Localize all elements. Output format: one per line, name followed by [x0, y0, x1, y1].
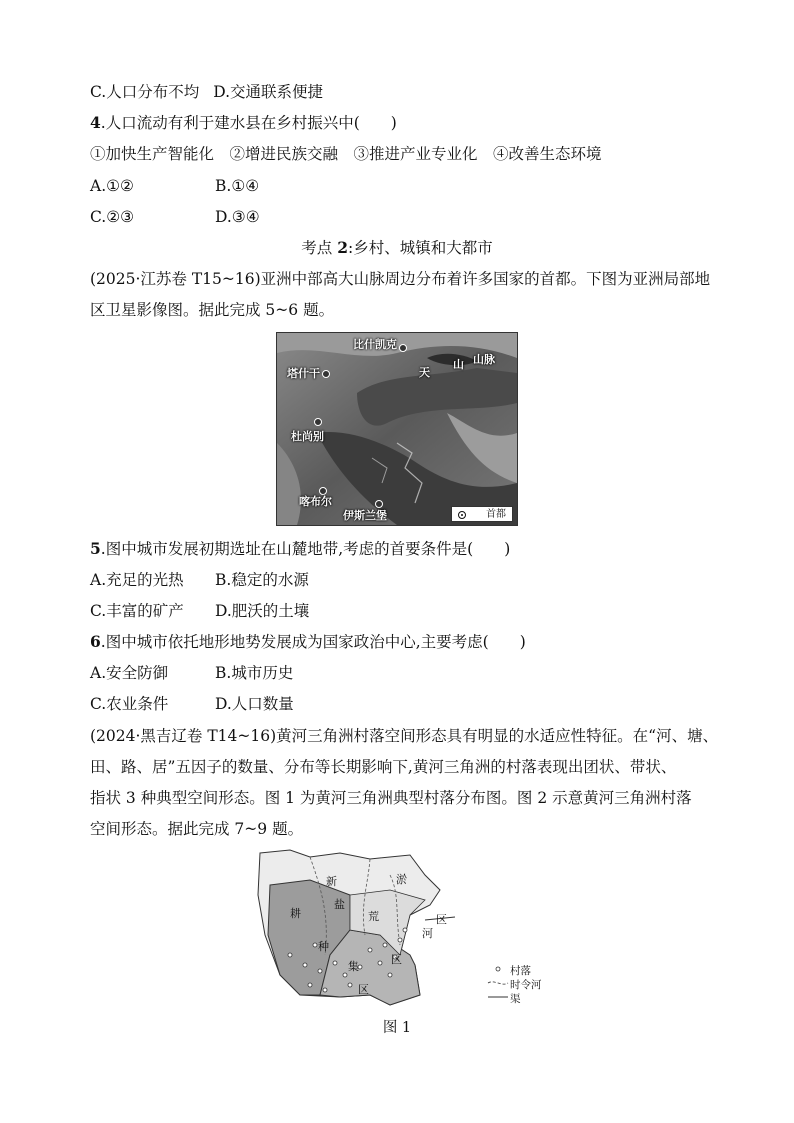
intro2-line2: 田、路、居”五因子的数量、分布等长期影响下,黄河三角洲的村落表现出团状、带状、 — [90, 758, 677, 776]
capital-dot-bishkek — [399, 344, 407, 352]
label-tashkent: 塔什干 — [287, 367, 320, 380]
map-label-yan: 盐 — [334, 898, 345, 911]
q6-stem — [90, 631, 526, 653]
section-title-number: 2 — [337, 238, 348, 257]
map-label-zhong: 种 — [318, 940, 329, 953]
map-label-qu-mid: 区 — [391, 953, 402, 966]
q6-option-a: A.安全防御 — [90, 664, 169, 682]
q3-option-c: C.人口分布不均 — [90, 83, 200, 101]
satellite-legend — [451, 506, 513, 522]
map-label-yu: 淤 — [396, 873, 407, 886]
q5-option-b: B.稳定的水源 — [215, 571, 309, 589]
legend-canal: 渠 — [510, 993, 521, 1005]
q4-option-d: D.③④ — [215, 208, 260, 226]
map-label-ji: 集 — [348, 960, 359, 973]
map-label-geng: 耕 — [290, 907, 301, 920]
map-label-xin: 新 — [326, 875, 337, 888]
map-label-huang: 荒 — [368, 910, 379, 923]
legend-capital-label: 首都 — [486, 509, 506, 520]
capital-dot-dushanbe — [314, 418, 322, 426]
q6-stem-text: .图中城市依托地形地势发展成为国家政治中心,主要考虑( ) — [100, 633, 526, 651]
q6-number: 6 — [90, 632, 101, 651]
q3-option-d: D.交通联系便捷 — [213, 83, 324, 101]
q4-options-cd — [90, 206, 260, 228]
q5-options-ab — [90, 569, 309, 591]
label-tianshan-b: 山 — [453, 358, 464, 371]
map-label-qu-top: 区 — [436, 913, 447, 926]
q4-number: 4 — [90, 113, 101, 132]
label-tianshan-a: 天 — [419, 366, 430, 379]
q5-stem — [90, 538, 510, 560]
label-mountains: 山脉 — [473, 353, 495, 366]
q3-options-cd — [90, 81, 323, 103]
capital-legend-icon — [458, 511, 466, 519]
river-legend-icon — [488, 982, 508, 984]
q4-items: ①加快生产智能化 ②增进民族交融 ③推进产业专业化 ④改善生态环境 — [90, 145, 602, 163]
q5-option-d: D.肥沃的土壤 — [215, 602, 310, 620]
label-islamabad: 伊斯兰堡 — [343, 509, 387, 522]
label-dushanbe: 杜尚别 — [291, 430, 324, 443]
intro2-line1: (2024·黑吉辽卷 T14~16)黄河三角洲村落空间形态具有明显的水适应性特征。在“河、塘、 — [90, 727, 719, 745]
label-kabul: 喀布尔 — [299, 495, 332, 508]
q4-stem-text: .人口流动有利于建水县在乡村振兴中( ) — [100, 114, 397, 132]
q6-option-d: D.人口数量 — [215, 695, 294, 713]
q5-option-c: C.丰富的矿产 — [90, 602, 184, 620]
capital-dot-tashkent — [322, 370, 330, 378]
section-title — [0, 237, 794, 259]
intro1-line1: (2025·江苏卷 T15~16)亚洲中部高大山脉周边分布着许多国家的首都。下图为亚洲局部地 — [90, 270, 711, 288]
figure1-caption: 图 1 — [382, 1020, 412, 1036]
q6-options-cd — [90, 693, 294, 715]
q4-option-b: B.①④ — [215, 177, 260, 195]
section-title-prefix: 考点 — [301, 239, 338, 257]
label-bishkek: 比什凯克 — [353, 338, 397, 351]
figure1-legend-icons — [486, 963, 510, 1013]
q5-option-a: A.充足的光热 — [90, 571, 184, 589]
q6-option-b: B.城市历史 — [215, 664, 294, 682]
satellite-map — [276, 332, 518, 526]
figure1-map — [250, 845, 550, 1013]
map-label-qu-bottom: 区 — [358, 983, 369, 996]
q6-option-c: C.农业条件 — [90, 695, 169, 713]
legend-river: 时令河 — [510, 979, 542, 991]
intro1-line2: 区卫星影像图。据此完成 5~6 题。 — [90, 301, 335, 319]
section-title-rest: :乡村、城镇和大都市 — [348, 239, 493, 257]
village-legend-icon — [496, 967, 500, 971]
q4-options-ab — [90, 175, 259, 197]
q4-stem — [90, 112, 397, 134]
q5-stem-text: .图中城市发展初期选址在山麓地带,考虑的首要条件是( ) — [100, 540, 511, 558]
q5-options-cd — [90, 600, 309, 622]
q6-options-ab — [90, 662, 293, 684]
q5-number: 5 — [90, 539, 101, 558]
intro2-line4: 空间形态。据此完成 7~9 题。 — [90, 820, 304, 838]
legend-village: 村落 — [510, 965, 531, 977]
q4-option-a: A.①② — [90, 177, 134, 195]
map-label-he: 河 — [422, 927, 433, 940]
q4-option-c: C.②③ — [90, 208, 135, 226]
intro2-line3: 指状 3 种典型空间形态。图 1 为黄河三角洲典型村落分布图。图 2 示意黄河三角洲村落 — [90, 789, 692, 807]
